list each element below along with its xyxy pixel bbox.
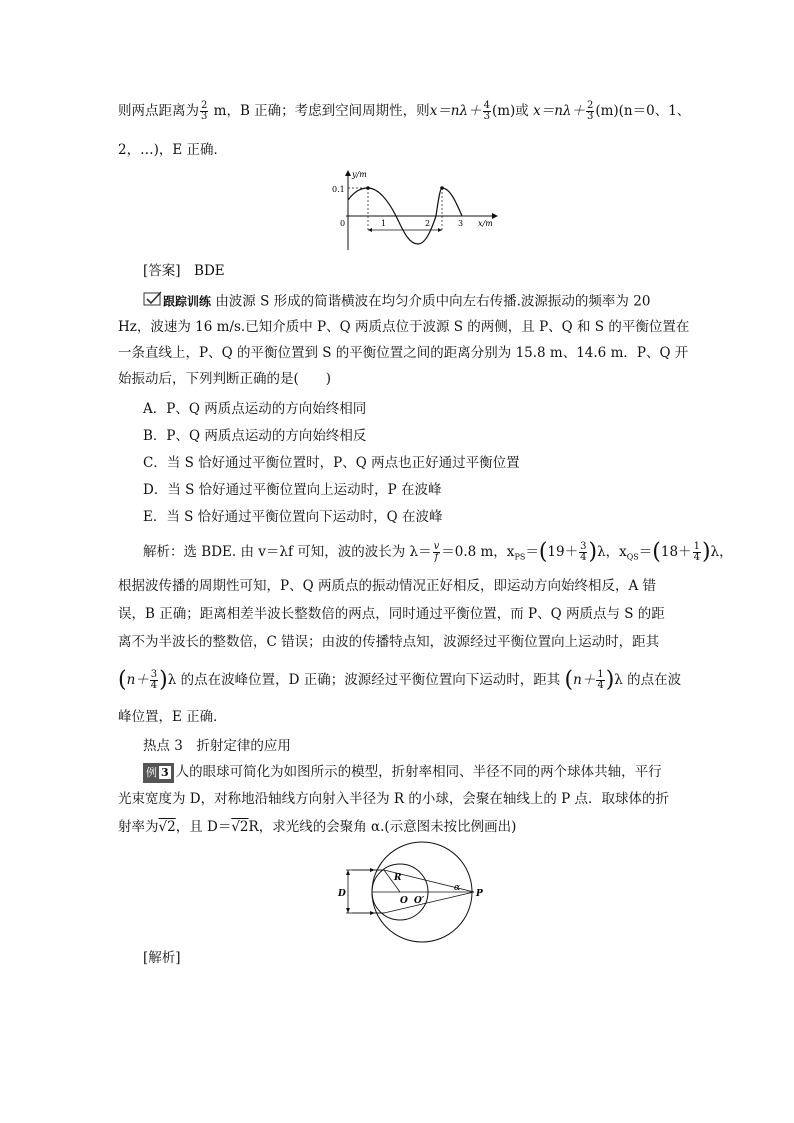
analysis-line-3: 误，B 正确；距离相差半波长整数倍的两点，同时通过平衡位置，而 P、Q 两质点与 S 的距 — [118, 606, 665, 622]
solution-label: [解析] — [143, 950, 181, 966]
d-arrow-up-icon — [346, 870, 350, 875]
followup-line-4: 始振动后，下列判断正确的是( ) — [118, 371, 332, 387]
option-d: D．当 S 恰好通过平衡位置向上运动时，P 在波峰 — [143, 482, 442, 498]
eye-diagram — [334, 840, 494, 944]
analysis-line-5: (n＋ $\frac{3}{4}$ )λ 的点在波峰位置，D 正确；波源经过平衡位置向下运动时，距其 (n＋ $\frac{1}{4}$ )λ 的点在波 — [118, 667, 682, 693]
label-o: O — [400, 896, 408, 906]
answer: [答案] BDE — [143, 263, 225, 279]
y-axis-label: y/m — [352, 170, 367, 179]
option-a: A．P、Q 两质点运动的方向始终相同 — [143, 401, 367, 417]
ray-bottom-arrow-icon — [370, 911, 375, 915]
option-b: B．P、Q 两质点运动的方向始终相反 — [143, 428, 367, 444]
analysis-line-2: 根据波传播的周期性可知，P、Q 两质点的振动情况正好相反，即运动方向始终相反，A 错 — [118, 578, 656, 594]
point-crest-2 — [440, 186, 444, 190]
followup-line-2: Hz，波速为 16 m/s.已知介质中 P、Q 两质点位于波源 S 的两侧，且 P、Q 和 S 的平衡位置在 — [118, 319, 690, 335]
x-axis-arrow-icon — [492, 213, 498, 219]
d-arrow-down-icon — [346, 908, 350, 913]
example-line-3: 射率为√2，且 D＝√2R，求光线的会聚角 α.(示意图未按比例画出) — [118, 819, 517, 835]
followup-line-1: 跟踪训练 由波源 S 形成的简谐横波在均匀介质中向左右传播.波源振动的频率为 20 — [143, 291, 650, 313]
ray-bottom-refracted — [384, 892, 474, 913]
label-r: R — [394, 873, 402, 883]
hotspot-heading: 热点 3 折射定律的应用 — [143, 738, 291, 754]
x-tick-3: 3 — [458, 219, 464, 228]
followup-tag: 跟踪训练 — [163, 294, 212, 309]
x-tick-2: 2 — [425, 219, 431, 228]
example-line-1: 例 3 人的眼球可简化为如图所示的模型，折射率相同、半径不同的两个球体共轴，平行 — [143, 762, 662, 783]
dim-arrow-left-icon — [368, 228, 372, 232]
prev-line-1: 则两点距离为 $\frac{2}{3}$ m，B 正确；考虑到空间周期性，则x＝nλ＋ $\frac{4}{3}$ (m)或 x＝nλ＋ $\frac{2}{3}$ (m)(n＝0、1、 — [118, 100, 691, 122]
example-line-2: 光束宽度为 D，对称地沿轴线方向射入半径为 R 的小球，会聚在轴线上的 P 点．取球体的折 — [118, 791, 670, 807]
dim-arrow-right-icon — [438, 228, 442, 232]
x-tick-1: 1 — [381, 219, 387, 228]
label-alpha: α — [454, 883, 461, 893]
checklist-icon — [143, 291, 163, 313]
origin-label: 0 — [340, 219, 346, 228]
option-c: C．当 S 恰好通过平衡位置时，P、Q 两点也正好通过平衡位置 — [143, 455, 520, 471]
example-badge: 例 3 — [143, 763, 174, 783]
prev-line-2: 2，…)，E 正确． — [118, 142, 228, 158]
wave-graph — [322, 168, 502, 254]
y-axis-arrow-icon — [345, 170, 351, 176]
label-d: D — [338, 889, 346, 899]
point-crest-1 — [366, 186, 370, 190]
x-axis-label: x/m — [478, 219, 493, 228]
analysis-line-1: 解析：选 BDE. 由 v＝λf 可知，波的波长为 λ＝ $\frac{v}{f}=0.8$ m，$x_{PS}=(19+$ $\frac{3}{4}$ )λ，$x_{QS}=(18+$ $\frac{1}{4}$ )λ， — [143, 539, 733, 565]
ray-top-arrow-icon — [370, 868, 375, 872]
analysis-line-4: 离不为半波长的整数倍，C 错误；由波的传播特点知，波源经过平衡位置向上运动时，距其 — [118, 634, 660, 650]
label-p: P — [476, 889, 483, 899]
y-tick-label: 0.1 — [332, 185, 345, 194]
option-e: E．当 S 恰好通过平衡位置向下运动时，Q 在波峰 — [143, 509, 443, 525]
label-o-prime: O′ — [414, 896, 425, 906]
followup-line-3: 一条直线上，P、Q 的平衡位置到 S 的平衡位置之间的距离分别为 15.8 m、14.6 m．P、Q 开 — [118, 345, 689, 361]
analysis-line-6: 峰位置，E 正确． — [118, 709, 227, 725]
